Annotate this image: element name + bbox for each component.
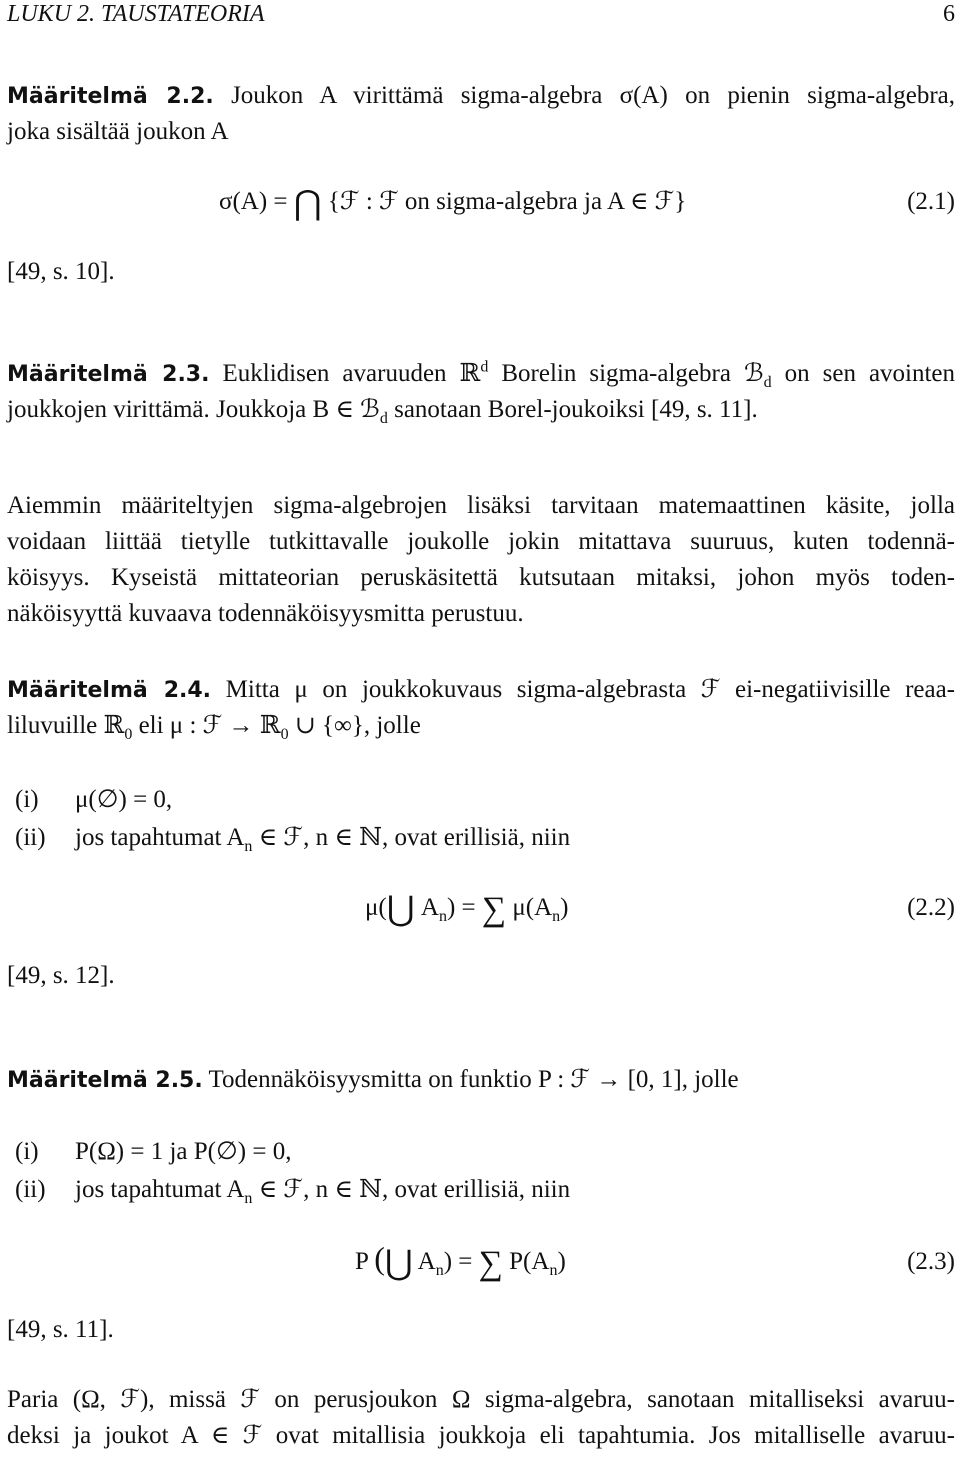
paragraph-line: Paria (Ω, ℱ), missä ℱ on perusjoukon Ω sigma-algebra, sanotaan mitalliseksi avaruu-	[7, 1386, 955, 1413]
list-item-text: μ(∅) = 0,	[75, 786, 173, 813]
citation: [49, s. 11].	[7, 1316, 114, 1343]
subscript: n	[244, 838, 253, 855]
equation-part: )	[557, 1248, 566, 1275]
equation-number: (2.1)	[907, 188, 955, 215]
subscript: n	[438, 908, 447, 925]
definition-label: Määritelmä 2.4.	[7, 678, 212, 703]
list-item-text	[75, 1172, 570, 1208]
definition-2-2-line-2: joka sisältää joukon A	[7, 118, 229, 145]
subscript: 0	[124, 726, 133, 743]
equation-part: ) =	[446, 894, 476, 921]
list-item-label: (i)	[15, 1138, 39, 1165]
equation-number: (2.3)	[907, 1248, 955, 1275]
list-item-text: P(Ω) = 1 ja P(∅) = 0,	[75, 1138, 292, 1165]
list-item-text-part: ∈ ℱ, n ∈ ℕ, ovat erillisiä, niin	[258, 824, 571, 851]
definition-2-5	[7, 1062, 955, 1098]
paragraph-line: köisyys. Kyseistä mittateorian peruskäsitettä kutsutaan mitaksi, johon myös toden-	[7, 564, 955, 591]
definition-text: Euklidisen avaruuden ℝ	[222, 360, 481, 387]
subscript: 0	[280, 726, 289, 743]
definition-2-3-line-2	[7, 392, 955, 428]
subscript: d	[763, 374, 772, 391]
subscript: n	[435, 1262, 444, 1279]
sum-symbol: ∑	[478, 1245, 503, 1282]
paragraph-measure-intro	[7, 488, 955, 632]
subscript: n	[549, 1262, 558, 1279]
definition-text: Mitta μ on joukkokuvaus sigma-algebrasta ℱ ei-negatiivisille reaa-	[225, 676, 956, 703]
page-number: 6	[943, 1, 955, 27]
equation-body	[355, 1240, 566, 1282]
paragraph-line: deksi ja joukot A ∈ ℱ ovat mitallisia joukkoja eli tapahtumia. Jos mitalliselle avaruu-	[7, 1422, 955, 1449]
list-item	[7, 1172, 955, 1208]
large-paren: (	[374, 1240, 385, 1276]
equation-2-3	[7, 1240, 955, 1284]
list-item-text-part: ∈ ℱ, n ∈ ℕ, ovat erillisiä, niin	[258, 1176, 571, 1203]
citation: [49, s. 10].	[7, 258, 115, 285]
chapter-title: LUKU 2. TAUSTATEORIA	[7, 1, 265, 27]
equation-2-1	[7, 184, 955, 224]
definition-text: Todennäköisyysmitta on funktio P : ℱ → [0, 1], jolle	[208, 1066, 739, 1093]
paragraph-measurable-space	[7, 1382, 955, 1454]
definition-text: on sen avointen	[784, 360, 956, 387]
paragraph-line: voidaan liittää tietylle tutkittavalle joukolle jokin mitattava suuruus, kuten todennä-	[7, 528, 955, 555]
equation-left: σ(A) =	[219, 188, 288, 215]
definition-text: liluvuille ℝ	[7, 712, 125, 739]
paragraph-line: Aiemmin määriteltyjen sigma-algebrojen lisäksi tarvitaan matemaattinen käsite, jolla	[7, 492, 955, 519]
definition-text: ∪ {∞}, jolle	[294, 712, 421, 739]
definition-text: Joukon A virittämä sigma-algebra σ(A) on pienin sigma-algebra,	[231, 82, 955, 109]
list-item-label: (ii)	[15, 824, 46, 851]
definition-text: eli μ : ℱ → ℝ	[138, 712, 281, 739]
list-item	[7, 782, 955, 818]
union-symbol: ⋃	[384, 1245, 413, 1282]
subscript: n	[552, 908, 561, 925]
definition-2-4-line-1	[7, 672, 955, 708]
equation-part: A	[417, 1248, 436, 1275]
equation-2-2	[7, 890, 955, 930]
list-item-text	[75, 820, 570, 856]
equation-part: μ(	[365, 894, 387, 921]
intersection-symbol: ⋂	[293, 185, 322, 222]
definition-2-4	[7, 672, 955, 744]
list-item-text-part: jos tapahtumat A	[75, 1176, 245, 1203]
document-page	[7, 0, 955, 1476]
definition-label: Määritelmä 2.5.	[7, 1068, 203, 1093]
list-item-text-part: jos tapahtumat A	[75, 824, 245, 851]
definition-2-2-line-1	[7, 78, 955, 114]
definition-2-2	[7, 78, 955, 150]
equation-part: A	[420, 894, 439, 921]
definition-2-4-line-2	[7, 708, 955, 744]
union-symbol: ⋃	[386, 891, 415, 928]
equation-part: ) =	[443, 1248, 473, 1275]
equation-part: P(A	[509, 1248, 550, 1275]
list-item	[7, 820, 955, 856]
equation-body	[365, 890, 569, 926]
sum-symbol: ∑	[481, 891, 507, 928]
definition-text: sanotaan Borel-joukoiksi [49, s. 11].	[394, 396, 758, 423]
definition-label: Määritelmä 2.2.	[7, 84, 214, 109]
equation-number: (2.2)	[907, 894, 955, 921]
list-item	[7, 1134, 955, 1170]
equation-body	[219, 184, 686, 220]
paragraph-line: näköisyyttä kuvaava todennäköisyysmitta perustuu.	[7, 600, 524, 627]
equation-part: μ(A	[512, 894, 553, 921]
citation: [49, s. 12].	[7, 962, 115, 989]
equation-part: P	[355, 1248, 368, 1275]
definition-label: Määritelmä 2.3.	[7, 362, 210, 387]
list-item-label: (ii)	[15, 1176, 46, 1203]
superscript: d	[480, 358, 489, 376]
list-item-label: (i)	[15, 786, 39, 813]
equation-right: {ℱ : ℱ on sigma-algebra ja A ∈ ℱ}	[327, 188, 687, 215]
definition-text: joukkojen virittämä. Joukkoja B ∈ ℬ	[7, 396, 380, 423]
definition-2-3	[7, 356, 955, 428]
subscript: d	[379, 410, 388, 427]
running-header	[7, 0, 955, 32]
definition-2-3-line-1	[7, 356, 955, 392]
definition-text: Borelin sigma-algebra ℬ	[501, 360, 764, 387]
equation-part: )	[560, 894, 569, 921]
subscript: n	[244, 1190, 253, 1207]
definition-2-5-line-1	[7, 1062, 955, 1098]
